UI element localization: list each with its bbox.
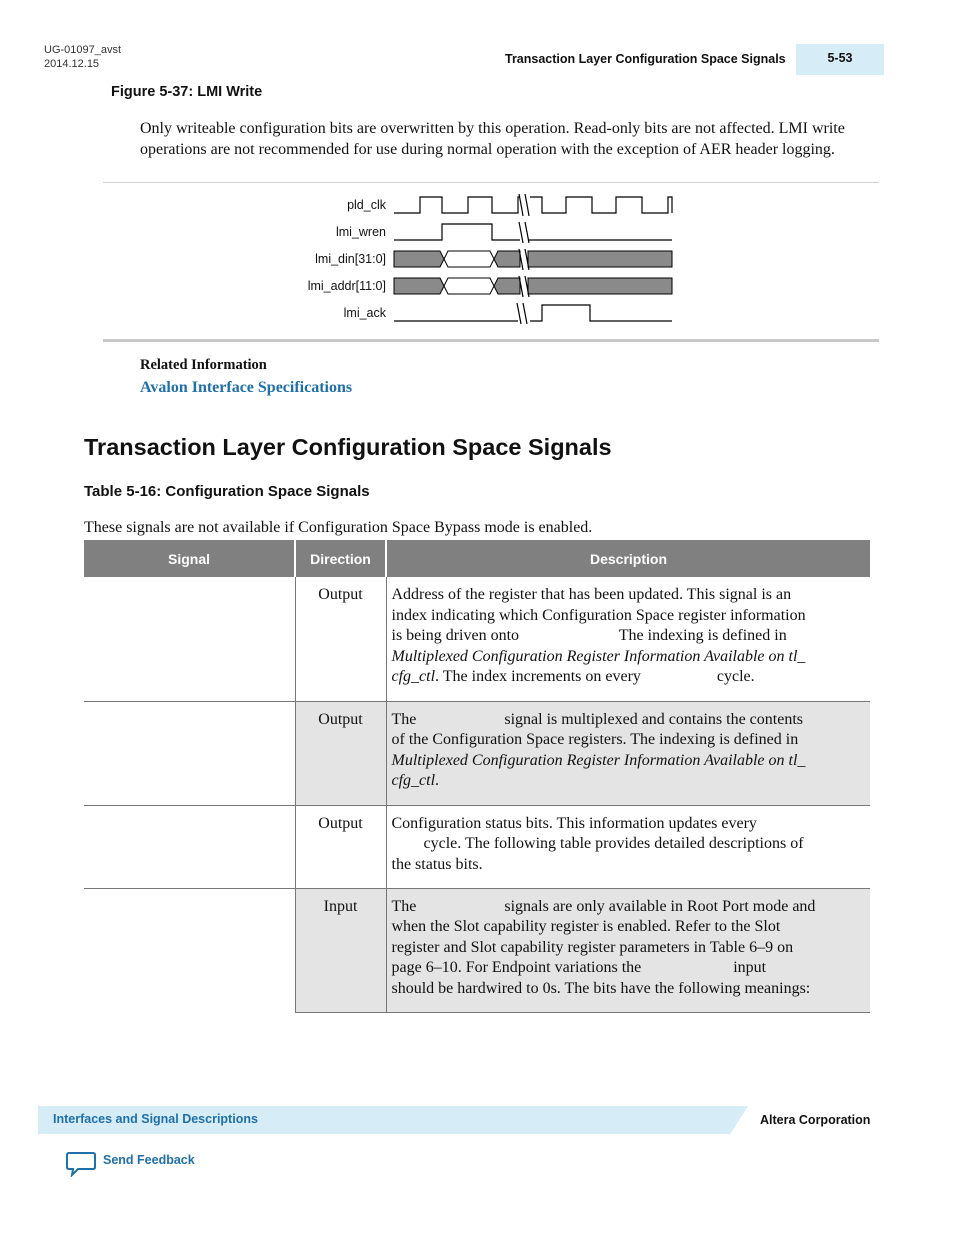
- description-cell: [386, 805, 870, 888]
- description-text: is being driven onto The indexing is defined in: [391, 627, 787, 644]
- related-info-heading: Related Information: [140, 357, 267, 373]
- description-text: Multiplexed Configuration Register Information Available on tl_: [391, 647, 806, 665]
- description-text: of the Configuration Space registers. The indexing is defined in: [391, 731, 799, 748]
- direction-cell: Output: [295, 701, 386, 805]
- lmi-write-timing-diagram: [390, 190, 680, 330]
- description-line: [392, 710, 866, 731]
- description-line: [392, 979, 866, 1000]
- description-cell: [386, 577, 870, 701]
- signal-label-lmi-addr: lmi_addr[11:0]: [307, 279, 386, 293]
- description-text: page 6–10. For Endpoint variations the input: [391, 959, 767, 976]
- description-text: Multiplexed Configuration Register Information Available on tl_: [391, 751, 806, 769]
- pld-clk-waveform: [394, 197, 520, 213]
- table-note: These signals are not available if Configuration Space Bypass mode is enabled.: [84, 519, 593, 536]
- description-line: [392, 751, 866, 772]
- table-row: [84, 888, 870, 1012]
- description-line: [392, 958, 866, 979]
- description-line: [392, 771, 866, 792]
- description-text-rest: .: [435, 772, 440, 789]
- description-text: The signals are only available in Root Port mode and: [391, 897, 816, 915]
- table-row: [84, 805, 870, 888]
- signal-cell: [84, 701, 295, 805]
- section-title: Transaction Layer Configuration Space Signals: [84, 434, 612, 460]
- pld-clk-waveform-2: [530, 197, 672, 213]
- feedback-icon[interactable]: [66, 1151, 96, 1177]
- description-line: [392, 606, 866, 627]
- description-text: the status bits.: [391, 855, 483, 873]
- doc-id: UG-01097_avst: [44, 44, 122, 56]
- avalon-spec-link[interactable]: Avalon Interface Specifications: [140, 379, 353, 396]
- running-header-title: Transaction Layer Configuration Space Signals: [505, 52, 786, 66]
- signal-label-lmi-din: lmi_din[31:0]: [315, 252, 386, 266]
- description-text: register and Slot capability register parameters in Table 6–9 on: [391, 938, 794, 956]
- lmi-wren-waveform: [394, 224, 520, 240]
- description-line: [392, 647, 866, 668]
- lmi-addr-bus: [394, 278, 672, 294]
- description-text: index indicating which Configuration Space register information: [391, 606, 806, 624]
- page-number: 5-53: [796, 44, 884, 75]
- header-description: Description: [386, 540, 870, 577]
- figure-description: Only writeable configuration bits are overwritten by this operation. Read-only bits are not affected. LMI write operations are not recommended for use during normal operation with the exception of AER header logging.: [140, 120, 845, 158]
- direction-cell: Output: [295, 805, 386, 888]
- signal-cell: [84, 805, 295, 888]
- figure-caption: Figure 5-37: LMI Write: [111, 84, 263, 100]
- description-text: cycle. The following table provides detailed descriptions of: [391, 835, 804, 852]
- table-caption: Table 5-16: Configuration Space Signals: [84, 483, 370, 500]
- signal-label-pld-clk: pld_clk: [347, 198, 386, 212]
- description-line: [392, 897, 866, 918]
- footer-chapter-link[interactable]: Interfaces and Signal Descriptions: [53, 1112, 258, 1126]
- figure-top-rule: [103, 182, 879, 183]
- description-text: cfg_ctl: [391, 772, 436, 789]
- direction-cell: Output: [295, 577, 386, 701]
- description-line: [392, 855, 866, 876]
- footer-company: Altera Corporation: [760, 1113, 871, 1127]
- doc-date: 2014.12.15: [44, 58, 100, 70]
- signal-cell: [84, 577, 295, 701]
- description-line: [392, 626, 866, 647]
- signal-label-lmi-ack: lmi_ack: [343, 306, 386, 320]
- description-line: [392, 834, 866, 855]
- description-line: [392, 730, 866, 751]
- description-cell: [386, 701, 870, 805]
- doc-id-block: [44, 43, 121, 71]
- config-space-signals-table: [84, 540, 870, 1013]
- description-cell: [386, 888, 870, 1012]
- table-row: [84, 577, 870, 701]
- signal-label-lmi-wren: lmi_wren: [335, 225, 386, 239]
- description-line: [392, 585, 866, 606]
- description-line: [392, 917, 866, 938]
- description-text-rest: . The index increments on every cycle.: [435, 668, 755, 685]
- description-text: when the Slot capability register is enabled. Refer to the Slot: [391, 918, 781, 935]
- header-signal: Signal: [84, 540, 295, 577]
- direction-cell: Input: [295, 888, 386, 1012]
- description-line: [392, 814, 866, 835]
- description-text: Address of the register that has been updated. This signal is an: [391, 586, 792, 603]
- lmi-ack-waveform-2: [530, 305, 672, 321]
- figure-bottom-rule: [103, 339, 879, 342]
- description-line: [392, 667, 866, 688]
- description-text: should be hardwired to 0s. The bits have the following meanings:: [391, 979, 811, 997]
- description-text: cfg_ctl: [391, 668, 436, 685]
- signal-cell: [84, 888, 295, 1012]
- description-text: The signal is multiplexed and contains the contents: [391, 710, 803, 728]
- table-header-row: [84, 540, 870, 577]
- header-direction: Direction: [295, 540, 386, 577]
- description-line: [392, 938, 866, 959]
- send-feedback-link[interactable]: Send Feedback: [103, 1153, 195, 1167]
- table-row: [84, 701, 870, 805]
- description-text: Configuration status bits. This information updates every: [391, 814, 757, 832]
- lmi-din-bus: [394, 251, 672, 267]
